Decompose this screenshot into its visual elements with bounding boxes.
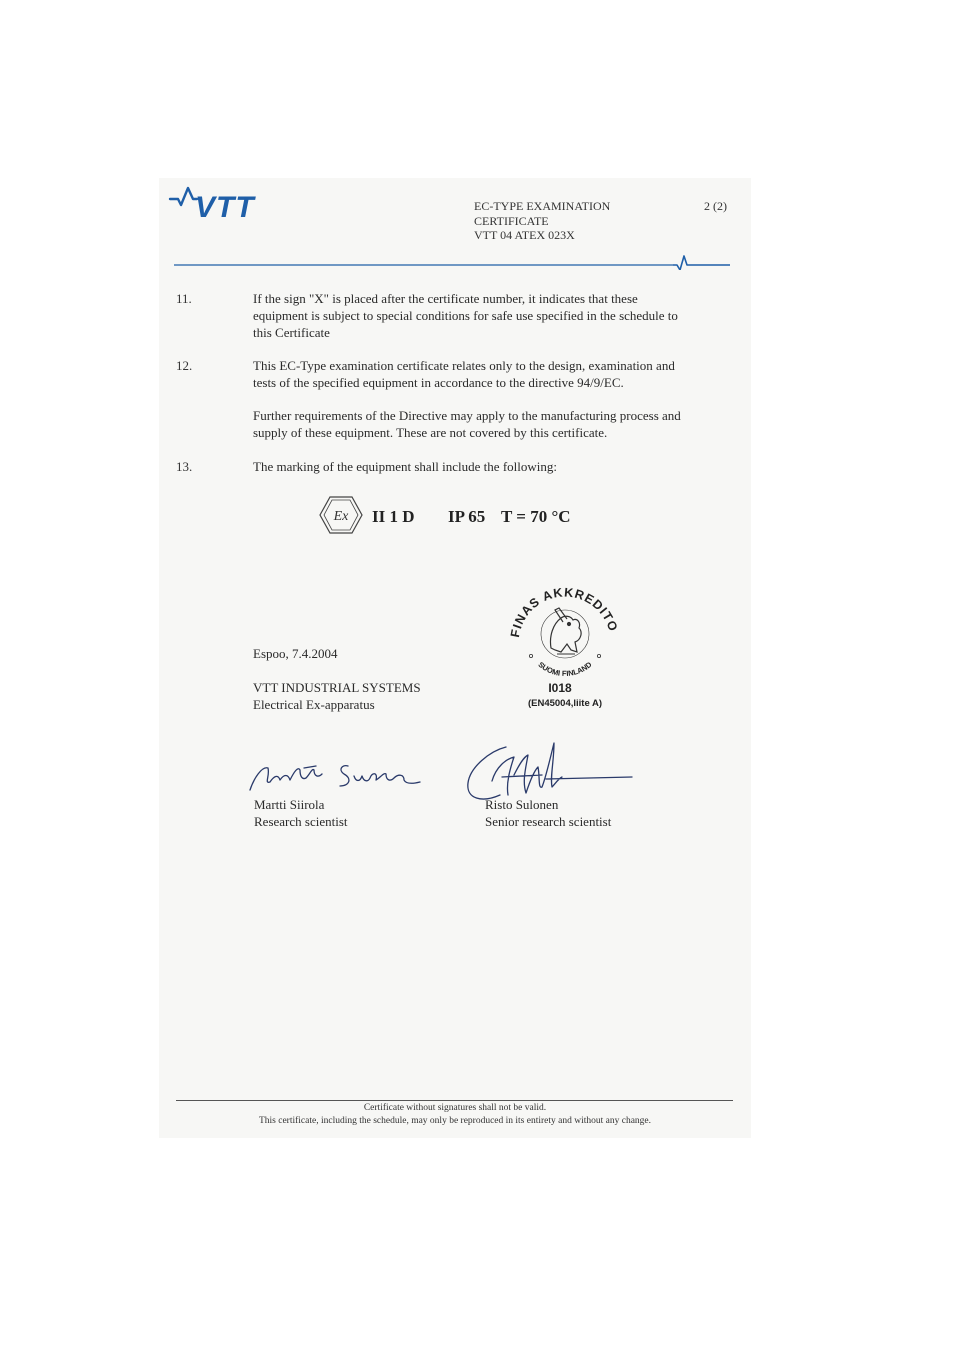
ex-symbol-text: Ex bbox=[333, 509, 349, 524]
marking-temperature: T = 70 °C bbox=[501, 507, 571, 526]
lion-icon bbox=[541, 608, 589, 658]
doc-number: VTT 04 ATEX 023X bbox=[474, 228, 575, 242]
marking-protection: IP 65 bbox=[448, 507, 486, 526]
section-12-paragraph-1: This EC-Type examination certificate relates only to the design, examination and tests of the specified equipment in accordance to the directive 94/9/EC. bbox=[253, 358, 675, 390]
signatory-1 bbox=[254, 796, 348, 830]
organization-block bbox=[253, 679, 493, 713]
marking-group: II 1 D bbox=[372, 507, 415, 526]
svg-text:SUOMI FINLAND: SUOMI FINLAND bbox=[536, 659, 594, 679]
page-number: 2 (2) bbox=[704, 199, 727, 213]
signatory-2-title: Senior research scientist bbox=[485, 814, 612, 829]
signatory-2 bbox=[485, 796, 611, 830]
header-rule bbox=[174, 254, 730, 270]
section-number: 12. bbox=[176, 358, 193, 373]
section-12-paragraph-2: Further requirements of the Directive may apply to the manufacturing process and supply of these equipment. These are not covered by this certificate. bbox=[253, 408, 681, 440]
section-number: 13. bbox=[176, 459, 193, 474]
section-11-paragraph: If the sign "X" is placed after the certificate number, it indicates that these equipment is subject to special conditions for safe use specified in the schedule to this Certificate bbox=[253, 291, 678, 340]
vtt-logo bbox=[168, 185, 268, 221]
signatory-2-name: Risto Sulonen bbox=[485, 797, 559, 812]
signature-martti-siirola bbox=[244, 752, 424, 798]
footer-line2: This certificate, including the schedule, may only be reproduced in its entirety and without any change. bbox=[258, 1116, 651, 1126]
footer-rule bbox=[176, 1100, 733, 1101]
finas-seal bbox=[505, 572, 625, 680]
section-13-paragraph: The marking of the equipment shall include the following: bbox=[253, 459, 557, 474]
section-number: 11. bbox=[176, 291, 192, 306]
place-date: Espoo, 7.4.2004 bbox=[253, 646, 338, 661]
logo-text: VTT bbox=[195, 191, 255, 221]
svg-text:FINAS AKKREDITOINTI: FINAS AKKREDITO bbox=[508, 585, 621, 639]
signatory-1-name: Martti Siirola bbox=[254, 797, 325, 812]
doc-title-line2: CERTIFICATE bbox=[474, 213, 549, 228]
signatory-1-title: Research scientist bbox=[254, 814, 348, 829]
seal-code: I018 bbox=[548, 681, 572, 695]
org-line2: Electrical Ex-apparatus bbox=[253, 697, 375, 712]
seal-standard: (EN45004,liite A) bbox=[527, 698, 603, 709]
doc-title-line1: EC-TYPE EXAMINATION bbox=[474, 199, 611, 213]
footer-line1: Certificate without signatures shall not be valid. bbox=[363, 1103, 547, 1113]
ex-hexagon-icon bbox=[319, 495, 363, 535]
org-line1: VTT INDUSTRIAL SYSTEMS bbox=[253, 680, 421, 695]
